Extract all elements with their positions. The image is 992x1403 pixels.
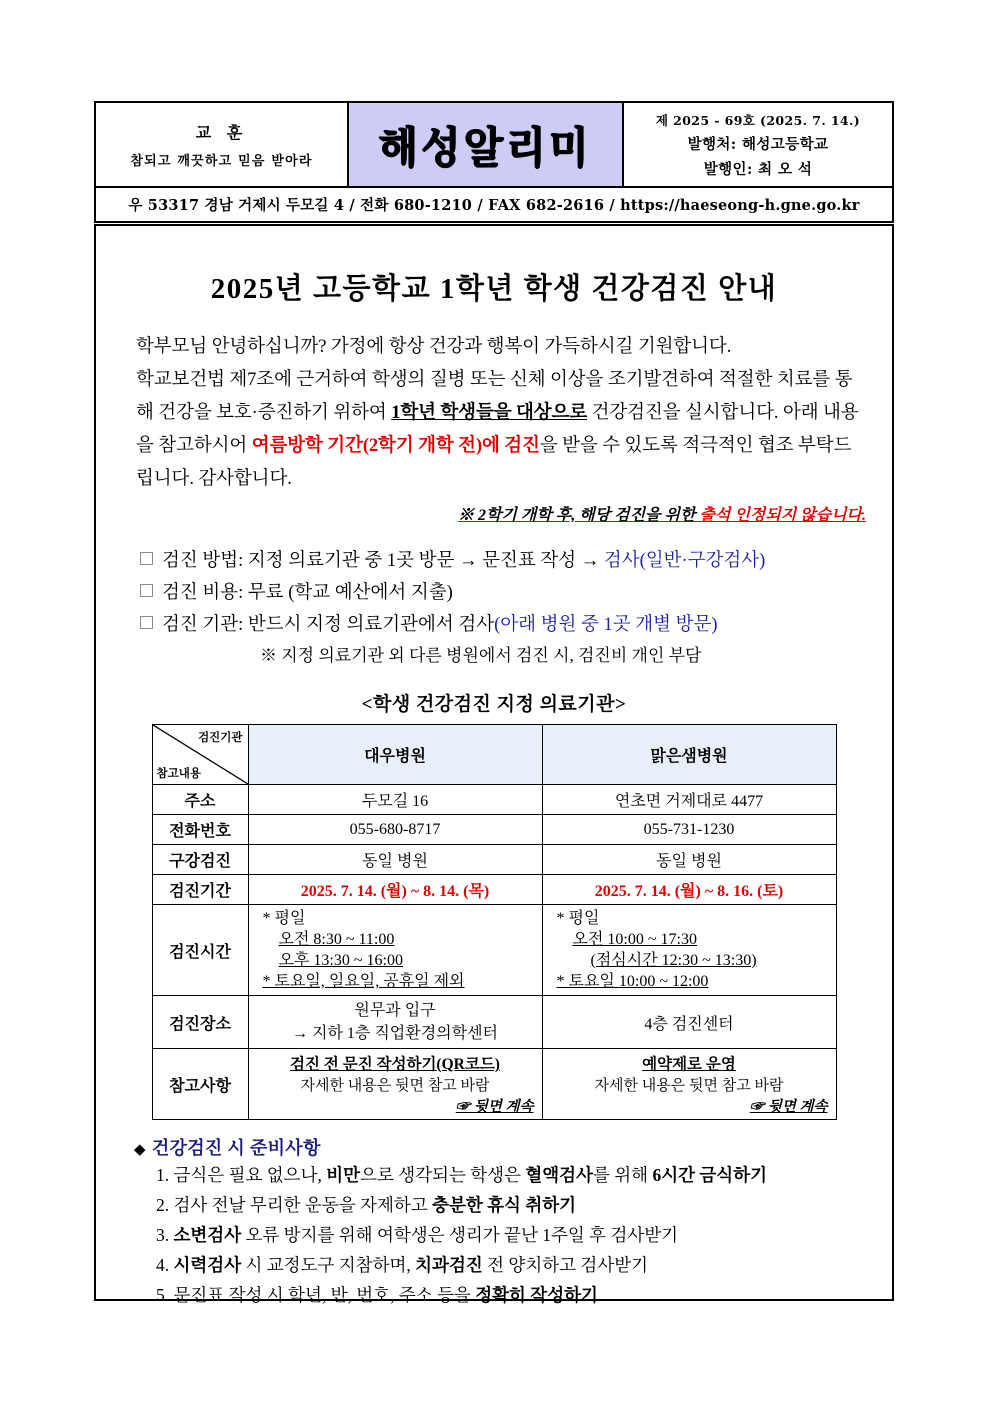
hospital-header-malgeunsaem: 맑은샘병원 [542, 725, 836, 785]
checklist-item-institution [140, 609, 870, 641]
school-contact-line: 우 53317 경남 거제시 두모길 4 / 전화 680-1210 / FAX 682-2616 / https://haeseong-h.gne.go.kr [128, 197, 860, 214]
cell-hours-malgeunsaem [542, 905, 836, 996]
checkbox-icon [140, 584, 153, 597]
preparation-heading [134, 1134, 870, 1160]
prep-4-b1: 시력검사 [173, 1255, 242, 1275]
cell-period-malgeunsaem: 2025. 7. 14. (월) ~ 8. 16. (토) [542, 875, 836, 905]
publisher-org: 발행처: 해성고등학교 [687, 135, 829, 153]
cell-dental-malgeunsaem: 동일 병원 [542, 845, 836, 875]
preparation-item-5 [134, 1280, 870, 1310]
prep-4-mid1: 시 교정도구 지참하며, [241, 1255, 416, 1275]
checklist-subnote: ※ 지정 의료기관 외 다른 병원에서 검진 시, 검진비 개인 부담 [260, 646, 702, 665]
intro-red-highlight: 여름방학 기간(2학기 개학 전)에 검진 [251, 436, 540, 456]
prep-5-num: 5. [156, 1285, 170, 1305]
checklist-label-institution: 검진 기관: 반드시 지정 의료기관에서 검사 [162, 615, 495, 635]
masthead [94, 101, 894, 223]
checklist-accent-institution: (아래 병원 중 1곳 개별 방문) [494, 615, 718, 635]
preparation-item-3 [134, 1220, 870, 1250]
cell-location-malgeunsaem: 4층 검진센터 [542, 996, 836, 1049]
checklist [118, 545, 870, 671]
hours-malgeun-line4: * 토요일 10:00 ~ 12:00 [556, 973, 709, 990]
intro-paragraph [118, 331, 870, 496]
cell-address-daewoo: 두모길 16 [248, 785, 542, 815]
attendance-note [118, 502, 870, 525]
intro-seg-c: 을 받을 수 있도록 적극적인 협조 부탁드립니다. 감사합니다. [136, 436, 852, 489]
prep-1-num: 1. [156, 1165, 170, 1185]
intro-line-2 [136, 364, 864, 496]
prep-2-pre: 검사 전날 무리한 운동을 자제하고 [169, 1195, 433, 1215]
prep-1-mid2: 를 위해 [592, 1165, 653, 1185]
hospital-header-daewoo: 대우병원 [248, 725, 542, 785]
table-caption: <학생 건강검진 지정 의료기관> [361, 694, 627, 715]
prep-5-pre: 문진표 작성 시 학년, 반, 번호, 주소 등을 [169, 1285, 476, 1305]
table-row-dental [152, 845, 836, 875]
corner-label-bottom: 참고내용 [156, 768, 201, 780]
remarks-malgeun-continue: ☞ 뒷면 계속 [749, 1099, 828, 1115]
prep-3-num: 3. [156, 1225, 170, 1245]
prep-1-b3: 6시간 금식하기 [652, 1165, 767, 1185]
diamond-bullet-icon: ◆ [134, 1142, 146, 1158]
attendance-note-red: 출석 인정되지 않습니다. [699, 507, 866, 524]
prep-3-b1: 소변검사 [173, 1225, 242, 1245]
checklist-item-cost [140, 577, 870, 609]
hours-daewoo-line1: * 평일 [262, 910, 306, 927]
table-corner-cell [152, 725, 248, 785]
prep-4-mid2: 전 양치하고 검사받기 [482, 1255, 649, 1275]
row-label-address: 주소 [152, 785, 248, 815]
issue-number: 제 2025 - 69호 (2025. 7. 14.) [655, 112, 861, 128]
intro-underline-target: 1학년 학생들을 대상으로 [391, 403, 588, 423]
preparation-heading-text: 건강검진 시 준비사항 [151, 1138, 321, 1158]
cell-remarks-malgeunsaem [542, 1049, 836, 1120]
prep-4-b2: 치과검진 [415, 1255, 483, 1275]
hours-malgeun-line1: * 평일 [556, 910, 600, 927]
table-header-row [152, 725, 836, 785]
motto-subtitle: 참되고 깨끗하고 믿음 받아라 [130, 154, 313, 169]
attendance-note-prefix: ※ 2학기 개학 후, 해당 검진을 위한 [457, 507, 700, 524]
newsletter-banner-title: 해성알리미 [378, 122, 593, 174]
location-daewoo-line2: → 지하 1층 직업환경의학센터 [291, 1025, 499, 1042]
row-label-location: 검진장소 [152, 996, 248, 1049]
prep-4-num: 4. [156, 1255, 170, 1275]
intro-line-1: 학부모님 안녕하십니까? 가정에 항상 건강과 행복이 가득하시길 기원합니다. [136, 337, 732, 357]
hours-malgeun-line3: (점심시간 12:30 ~ 13:30) [590, 952, 757, 969]
hours-daewoo-line2: 오전 8:30 ~ 11:00 [278, 931, 395, 948]
cell-period-daewoo: 2025. 7. 14. (월) ~ 8. 14. (목) [248, 875, 542, 905]
table-row-phone [152, 815, 836, 845]
checklist-accent-method: 검사(일반·구강검사) [603, 551, 766, 571]
preparation-section [118, 1134, 870, 1310]
row-label-remarks: 참고사항 [152, 1049, 248, 1120]
remarks-malgeun-body: 자세한 내용은 뒷면 참고 바람 [594, 1078, 784, 1094]
prep-1-mid1: 으로 생각되는 학생은 [360, 1165, 526, 1185]
checklist-label-cost: 검진 비용: 무료 (학교 예산에서 지출) [162, 583, 453, 603]
prep-1-b1: 비만 [326, 1165, 361, 1185]
page-title: 2025년 고등학교 1학년 학생 건강검진 안내 [210, 273, 778, 305]
intro-seg-a: 학교보건법 제7조에 근거하여 학생의 질병 또는 신체 이상을 조기발견하여 적절한 치료를 통해 건강을 보호·증진하기 위하여 [136, 370, 853, 423]
designated-hospitals-table [152, 724, 837, 1120]
issue-info-block [624, 103, 892, 186]
checklist-label-method: 검진 방법: 지정 의료기관 중 1곳 방문 → 문진표 작성 → [162, 551, 604, 571]
cell-hours-daewoo [248, 905, 542, 996]
document-body-frame [94, 224, 894, 1305]
row-label-dental: 구강검진 [152, 845, 248, 875]
corner-label-top: 검진기관 [198, 732, 243, 744]
newsletter-banner [349, 103, 624, 186]
prep-5-b1: 정확히 작성하기 [475, 1285, 598, 1305]
table-row-period [152, 875, 836, 905]
location-daewoo-line1: 원무과 입구 [354, 1002, 436, 1019]
attendance-note-inner [458, 507, 866, 524]
table-row-remarks [152, 1049, 836, 1120]
hours-malgeun-line2: 오전 10:00 ~ 17:30 [572, 931, 697, 948]
motto-title: 교 훈 [195, 123, 248, 142]
checklist-item-method [140, 545, 870, 577]
masthead-top-row [96, 103, 892, 188]
cell-phone-malgeunsaem: 055-731-1230 [542, 815, 836, 845]
preparation-item-1 [134, 1160, 870, 1190]
intro-seg-b: 건강검진을 실시합니다. 아래 내용을 참고하시어 [136, 403, 859, 456]
prep-1-pre: 금식은 필요 없으나, [169, 1165, 327, 1185]
checkbox-icon [140, 552, 153, 565]
row-label-period: 검진기간 [152, 875, 248, 905]
prep-1-b2: 혈액검사 [525, 1165, 593, 1185]
remarks-daewoo-title: 검진 전 문진 작성하기(QR코드) [290, 1056, 500, 1073]
preparation-item-4 [134, 1250, 870, 1280]
preparation-item-2 [134, 1190, 870, 1220]
cell-phone-daewoo: 055-680-8717 [248, 815, 542, 845]
hours-daewoo-line4: * 토요일, 일요일, 공휴일 제외 [262, 973, 465, 990]
cell-dental-daewoo: 동일 병원 [248, 845, 542, 875]
publisher-person: 발행인: 최 오 석 [703, 160, 813, 178]
table-row-address [152, 785, 836, 815]
hours-daewoo-line3: 오후 13:30 ~ 16:00 [278, 952, 403, 969]
remarks-daewoo-body: 자세한 내용은 뒷면 참고 바람 [300, 1078, 490, 1094]
cell-address-malgeunsaem: 연초면 거제대로 4477 [542, 785, 836, 815]
cell-remarks-daewoo [248, 1049, 542, 1120]
prep-2-num: 2. [156, 1195, 170, 1215]
row-label-phone: 전화번호 [152, 815, 248, 845]
table-row-location [152, 996, 836, 1049]
prep-2-b1: 충분한 휴식 취하기 [432, 1195, 577, 1215]
row-label-hours: 검진시간 [152, 905, 248, 996]
school-motto-block [96, 103, 349, 186]
cell-location-daewoo [248, 996, 542, 1049]
checkbox-icon [140, 616, 153, 629]
prep-3-mid1: 오류 방지를 위해 여학생은 생리가 끝난 1주일 후 검사받기 [241, 1225, 679, 1245]
remarks-daewoo-continue: ☞ 뒷면 계속 [455, 1099, 534, 1115]
table-row-hours [152, 905, 836, 996]
remarks-malgeun-title: 예약제로 운영 [642, 1056, 736, 1073]
